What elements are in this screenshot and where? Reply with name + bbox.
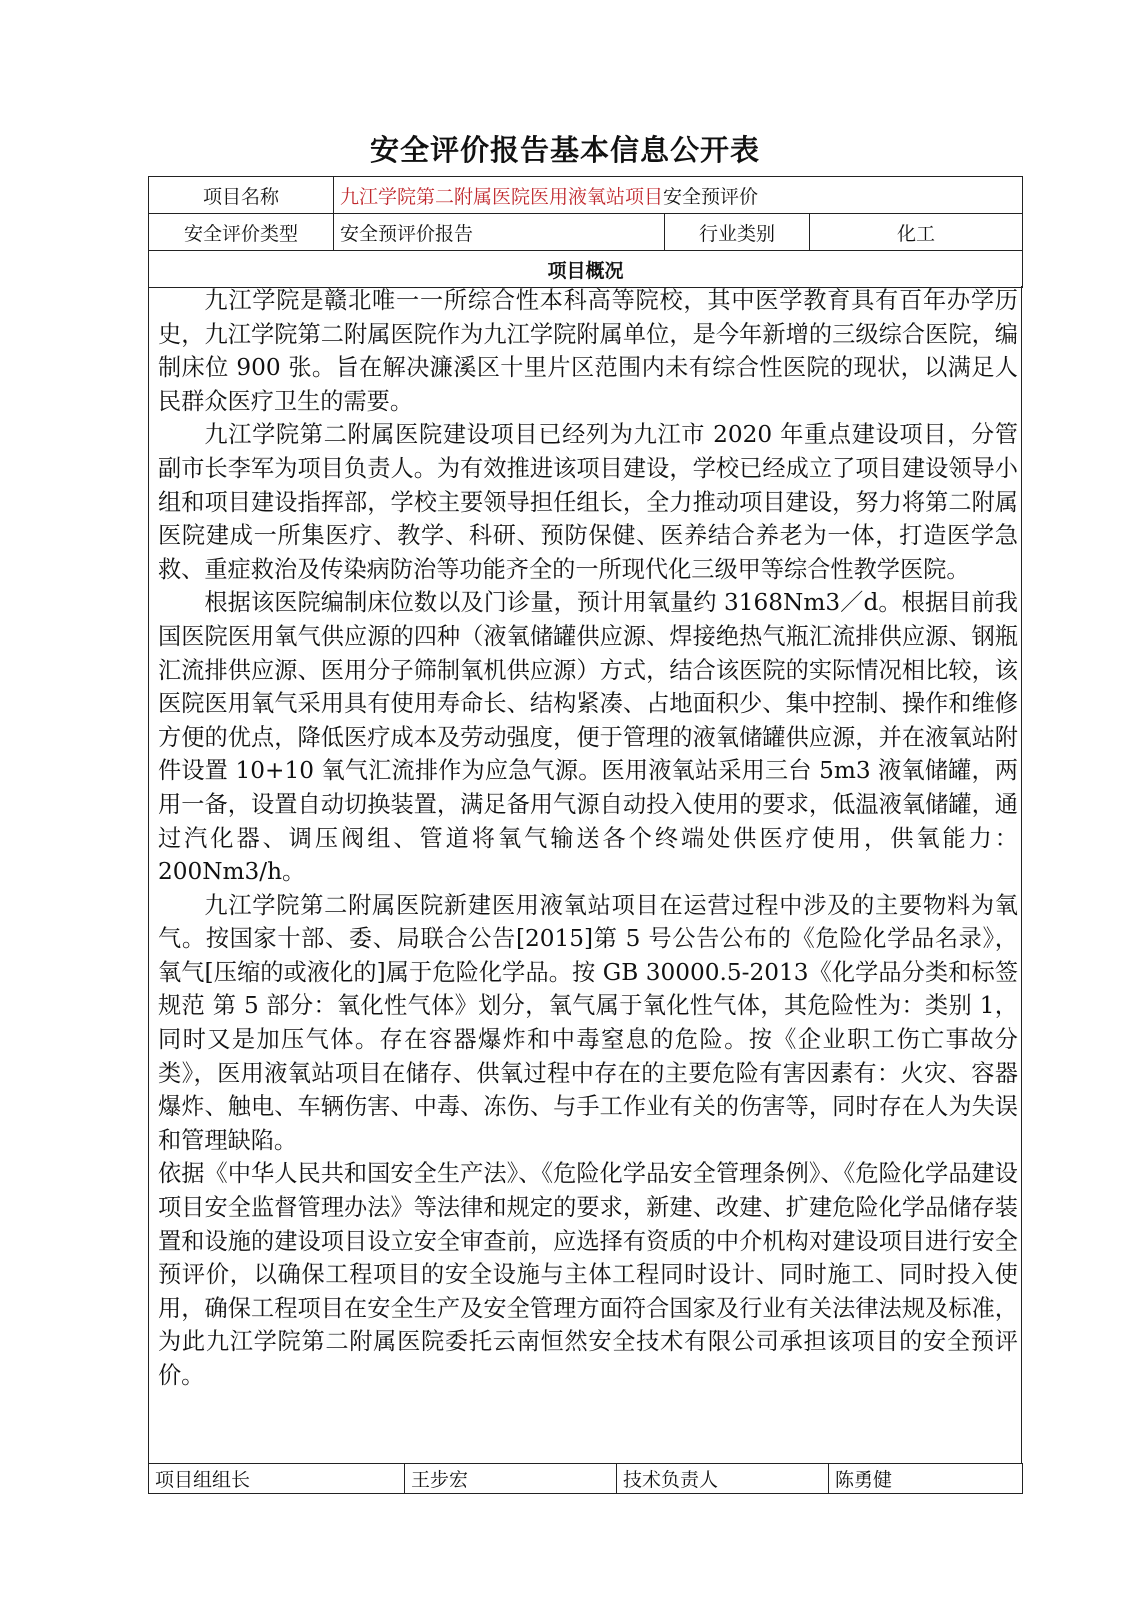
overview-header: 项目概况 [149, 251, 1023, 288]
overview-paragraph-3: 根据该医院编制床位数以及门诊量，预计用氧量约 3168Nm3／d。根据目前我国医院医用氧气供应源的四种（液氧储罐供应源、焊接绝热气瓶汇流排供应源、钢瓶汇流排供应源、医用分子筛制氧机供应源）方式，结合该医院的实际情况相比较，该医院医用氧气采用具有使用寿命长、结构紧凑、占地面积少、集中控制、操作和维修方便的优点，降低医疗成本及劳动强度，便于管理的液氧储罐供应源，并在液氧站附件设置 10+10 氧气汇流排作为应急气源。医用液氧站采用三台 5m3 液氧储罐，两用一备，设置自动切换装置，满足备用气源自动投入使用的要求，低温液氧储罐，通过汽化器、调压阀组、管道将氧气输送各个终端处供医疗使用，供氧能力：200Nm3/h。 [158, 589, 1018, 886]
overview-paragraph-1: 九江学院是赣北唯一一所综合性本科高等院校，其中医学教育具有百年办学历史，九江学院第二附属医院作为九江学院附属单位，是今年新增的三级综合医院，编制床位 900 张。旨在解决濂溪区十里片区范围内未有综合性医院的现状，以满足人民群众医疗卫生的需要。 [158, 287, 1018, 415]
overview-paragraph-5: 依据《中华人民共和国安全生产法》、《危险化学品安全管理条例》、《危险化学品建设项目安全监督管理办法》等法律和规定的要求，新建、改建、扩建危险化学品储存装置和设施的建设项目设立安全审查前，应选择有资质的中介机构对建设项目进行安全预评价，以确保工程项目的安全设施与主体工程同时设计、同时施工、同时投入使用，确保工程项目在安全生产及安全管理方面符合国家及行业有关法律法规及标准，为此九江学院第二附属医院委托云南恒然安全技术有限公司承担该项目的安全预评价。 [158, 1160, 1018, 1389]
industry-label: 行业类别 [665, 214, 810, 251]
leader-value: 王步宏 [405, 1464, 617, 1494]
eval-type-row [149, 214, 1023, 251]
info-table [148, 176, 1023, 288]
project-name-suffix: 安全预评价 [663, 185, 759, 208]
tech-value: 陈勇健 [829, 1464, 1023, 1494]
overview-paragraph-4: 九江学院第二附属医院新建医用液氧站项目在运营过程中涉及的主要物料为氧气。按国家十部、委、局联合公告[2015]第 5 号公告公布的《危险化学品名录》，氧气[压缩的或液化的]属于危险化学品。按 GB 30000.5-2013《化学品分类和标签规范 第 5 部分：氧化性气体》划分，氧气属于氧化性气体，其危险性为：类别 1，同时又是加压气体。存在容器爆炸和中毒窒息的危险。按《企业职工伤亡事故分类》，医用液氧站项目在储存、供氧过程中存在的主要危险有害因素有：火灾、容器爆炸、触电、车辆伤害、中毒、冻伤、与手工作业有关的伤害等，同时存在人为失误和管理缺陷。 [158, 891, 1018, 1154]
tech-label: 技术负责人 [617, 1464, 829, 1494]
project-name-highlight: 九江学院第二附属医院医用液氧站项目 [340, 185, 664, 208]
personnel-row [149, 1464, 1023, 1494]
eval-type-value: 安全预评价报告 [334, 214, 665, 251]
project-name-value [334, 177, 1023, 214]
project-name-row [149, 177, 1023, 214]
page-title: 安全评价报告基本信息公开表 [369, 133, 760, 167]
eval-type-label: 安全评价类型 [149, 214, 334, 251]
personnel-table [148, 1463, 1023, 1494]
overview-body [158, 284, 1018, 1393]
industry-value: 化工 [810, 214, 1023, 251]
project-name-label: 项目名称 [149, 177, 334, 214]
overview-paragraph-2: 九江学院第二附属医院建设项目已经列为九江市 2020 年重点建设项目，分管副市长李军为项目负责人。为有效推进该项目建设，学校已经成立了项目建设领导小组和项目建设指挥部，学校主要领导担任组长，全力推动项目建设，努力将第二附属医院建成一所集医疗、教学、科研、预防保健、医养结合养老为一体，打造医学急救、重症救治及传染病防治等功能齐全的一所现代化三级甲等综合性教学医院。 [158, 421, 1018, 583]
leader-label: 项目组组长 [149, 1464, 405, 1494]
overview-header-row [149, 251, 1023, 288]
